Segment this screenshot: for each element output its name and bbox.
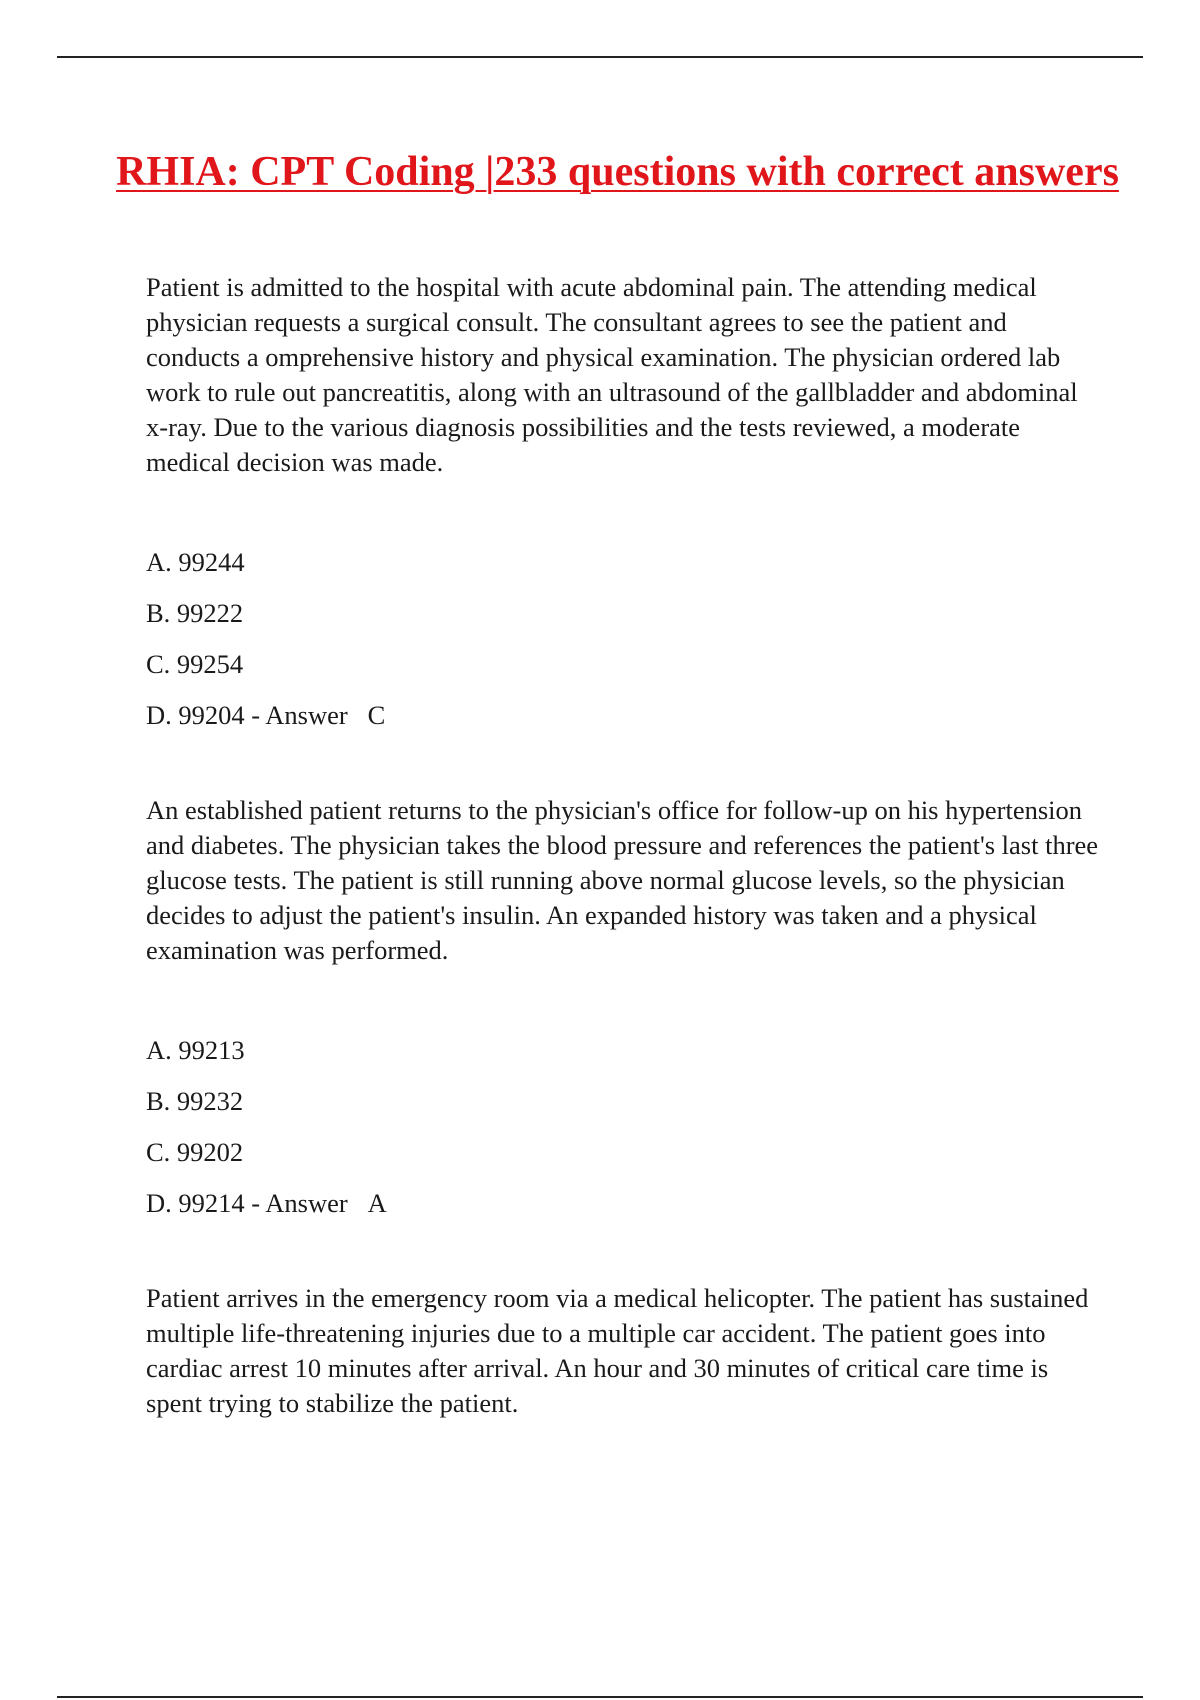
- question-2: [146, 793, 1106, 1237]
- question-1: [146, 270, 1106, 749]
- option-b: B. 99222: [146, 598, 244, 628]
- header-rule: [57, 56, 1143, 58]
- footer-rule: [57, 1696, 1143, 1698]
- option-d: [146, 1186, 1106, 1237]
- option-c: C. 99254: [146, 649, 244, 679]
- option-d-text: D. 99214: [146, 1188, 245, 1218]
- option-d-text: D. 99204: [146, 700, 245, 730]
- answer-options: [146, 545, 1106, 749]
- question-stem: Patient is admitted to the hospital with acute abdominal pain. The attending medical physician requests a surgical consult. The consultant agrees to see the patient and conducts a omprehensive history and physical examination. The physician ordered lab work to rule out pancreatitis, along with an ultrasound of the gallbladder and abdominal x-ray. Due to the various diagnosis possibilities and the tests reviewed, a moderate medical decision was made.: [146, 272, 1078, 477]
- option-a: A. 99213: [146, 1035, 245, 1065]
- correct-answer: C: [367, 700, 386, 730]
- option-b: B. 99232: [146, 1086, 244, 1116]
- option-c: C. 99202: [146, 1137, 244, 1167]
- question-stem: An established patient returns to the physician's office for follow-up on his hypertension and diabetes. The physician takes the blood pressure and references the patient's last three glucose tests. The patient is still running above normal glucose levels, so the physician decides to adjust the patient's insulin. An expanded history was taken and a physical examination was performed.: [146, 795, 1099, 965]
- option-d: [146, 698, 1106, 749]
- answer-label: - Answer: [251, 1188, 348, 1218]
- correct-answer: A: [367, 1188, 387, 1218]
- answer-options: [146, 1033, 1106, 1237]
- option-a: A. 99244: [146, 547, 245, 577]
- document-body: [146, 270, 1106, 1421]
- document-title: RHIA: CPT Coding |233 questions with correct answers: [116, 149, 1119, 195]
- question-3: [146, 1281, 1106, 1421]
- answer-label: - Answer: [251, 700, 348, 730]
- question-stem: Patient arrives in the emergency room via a medical helicopter. The patient has sustained multiple life-threatening injuries due to a multiple car accident. The patient goes into cardiac arrest 10 minutes after arrival. An hour and 30 minutes of critical care time is spent trying to stabilize the patient.: [146, 1283, 1089, 1418]
